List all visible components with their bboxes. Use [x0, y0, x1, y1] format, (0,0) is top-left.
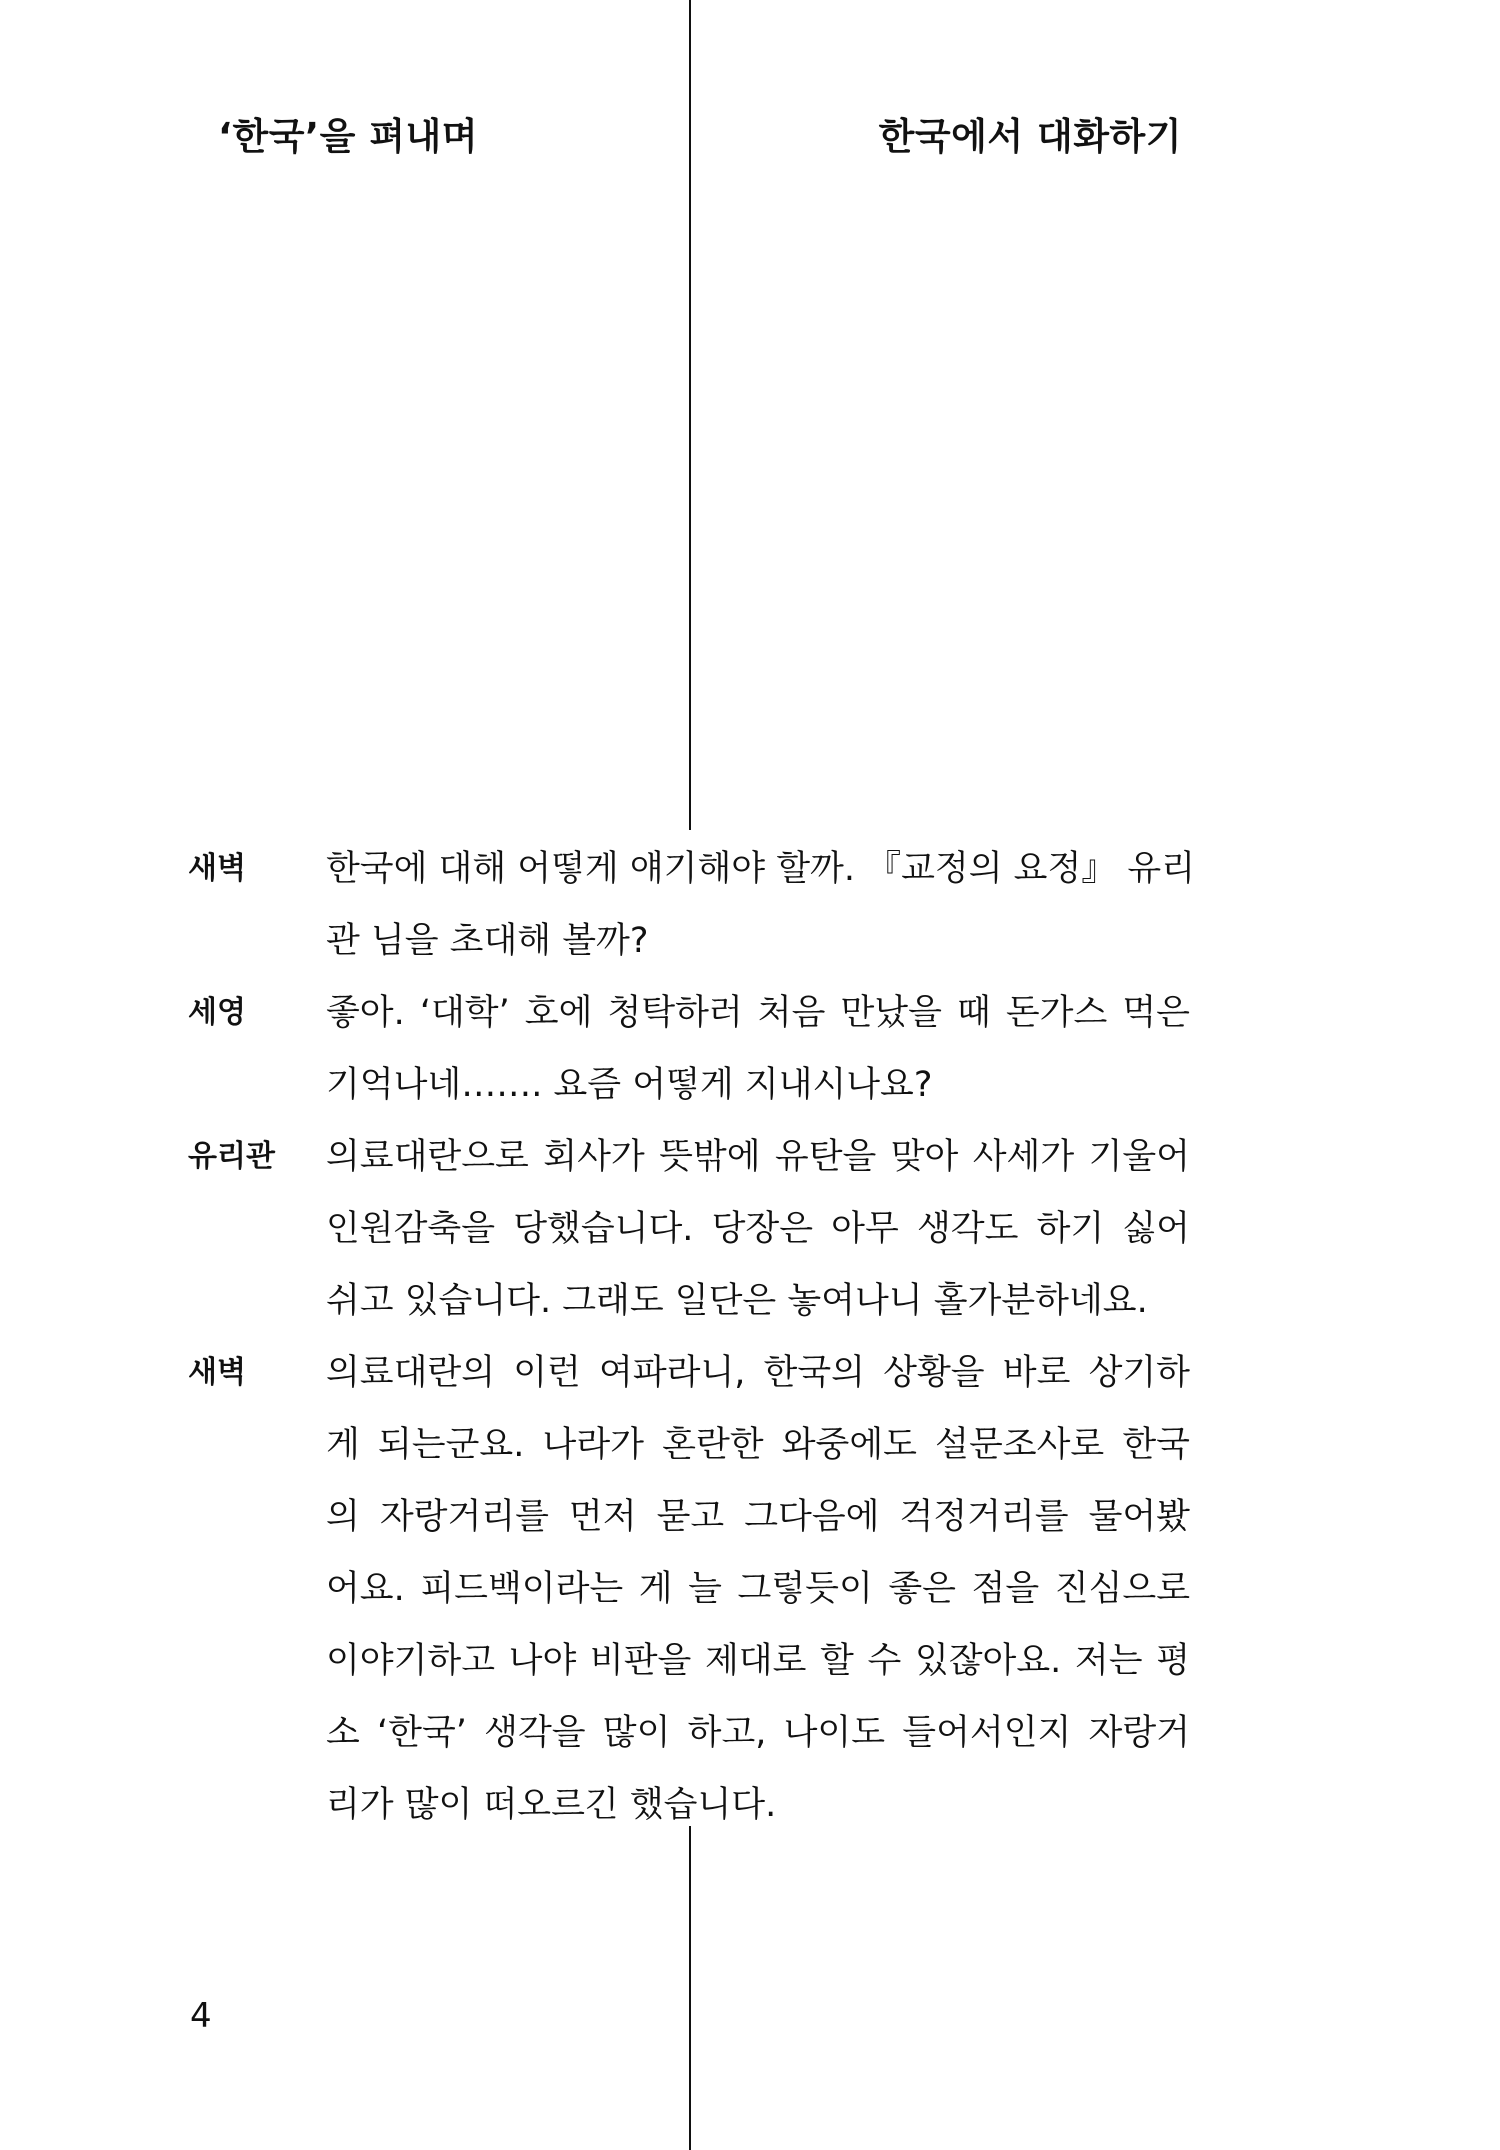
- running-head-left: ‘한국’을 펴내며: [218, 115, 478, 158]
- speech-line: 의 자랑거리를 먼저 묻고 그다음에 걱정거리를 물어봤: [326, 1497, 1190, 1537]
- speech-text: [326, 1337, 1190, 1841]
- dialogue-turn: [188, 1121, 1190, 1337]
- speech-line: 좋아. ‘대학’ 호에 청탁하러 처음 만났을 때 돈가스 먹은: [326, 993, 1190, 1033]
- speech-line: 쉬고 있습니다. 그래도 일단은 놓여나니 홀가분하네요.: [326, 1281, 1148, 1321]
- speech-text: [326, 833, 1195, 977]
- dialogue-turn: [188, 1337, 1190, 1841]
- speech-line: 기억나네……. 요즘 어떻게 지내시나요?: [326, 1065, 933, 1105]
- speech-text: [326, 977, 1190, 1121]
- speaker-label: 유리관: [188, 1139, 275, 1174]
- page-number: 4: [190, 1996, 212, 2036]
- speech-line: 한국에 대해 어떻게 얘기해야 할까. 『교정의 요정』 유리: [326, 849, 1196, 889]
- speech-line: 어요. 피드백이라는 게 늘 그렇듯이 좋은 점을 진심으로: [326, 1569, 1190, 1609]
- speech-line: 인원감축을 당했습니다. 당장은 아무 생각도 하기 싫어: [326, 1209, 1190, 1249]
- speech-line: 소 ‘한국’ 생각을 많이 하고, 나이도 들어서인지 자랑거: [326, 1713, 1190, 1753]
- speech-line: 관 님을 초대해 볼까?: [326, 921, 649, 961]
- speech-line: 리가 많이 떠오르긴 했습니다.: [326, 1785, 777, 1825]
- speech-text: [326, 1121, 1190, 1337]
- dialogue-turn: [188, 977, 1190, 1121]
- running-head-right: 한국에서 대화하기: [878, 115, 1182, 158]
- speech-line: 이야기하고 나야 비판을 제대로 할 수 있잖아요. 저는 평: [326, 1641, 1190, 1681]
- speaker-label: 새벽: [188, 1355, 246, 1390]
- speaker-label: 새벽: [188, 851, 246, 886]
- center-divider-top: [689, 0, 691, 830]
- speech-line: 의료대란으로 회사가 뜻밖에 유탄을 맞아 사세가 기울어: [326, 1137, 1190, 1177]
- center-divider-bottom: [689, 1826, 691, 2150]
- speech-line: 게 되는군요. 나라가 혼란한 와중에도 설문조사로 한국: [326, 1425, 1190, 1465]
- speaker-label: 세영: [188, 995, 246, 1030]
- dialogue-body: [188, 833, 1196, 1841]
- dialogue-turn: [188, 833, 1196, 977]
- speech-line: 의료대란의 이런 여파라니, 한국의 상황을 바로 상기하: [326, 1353, 1190, 1393]
